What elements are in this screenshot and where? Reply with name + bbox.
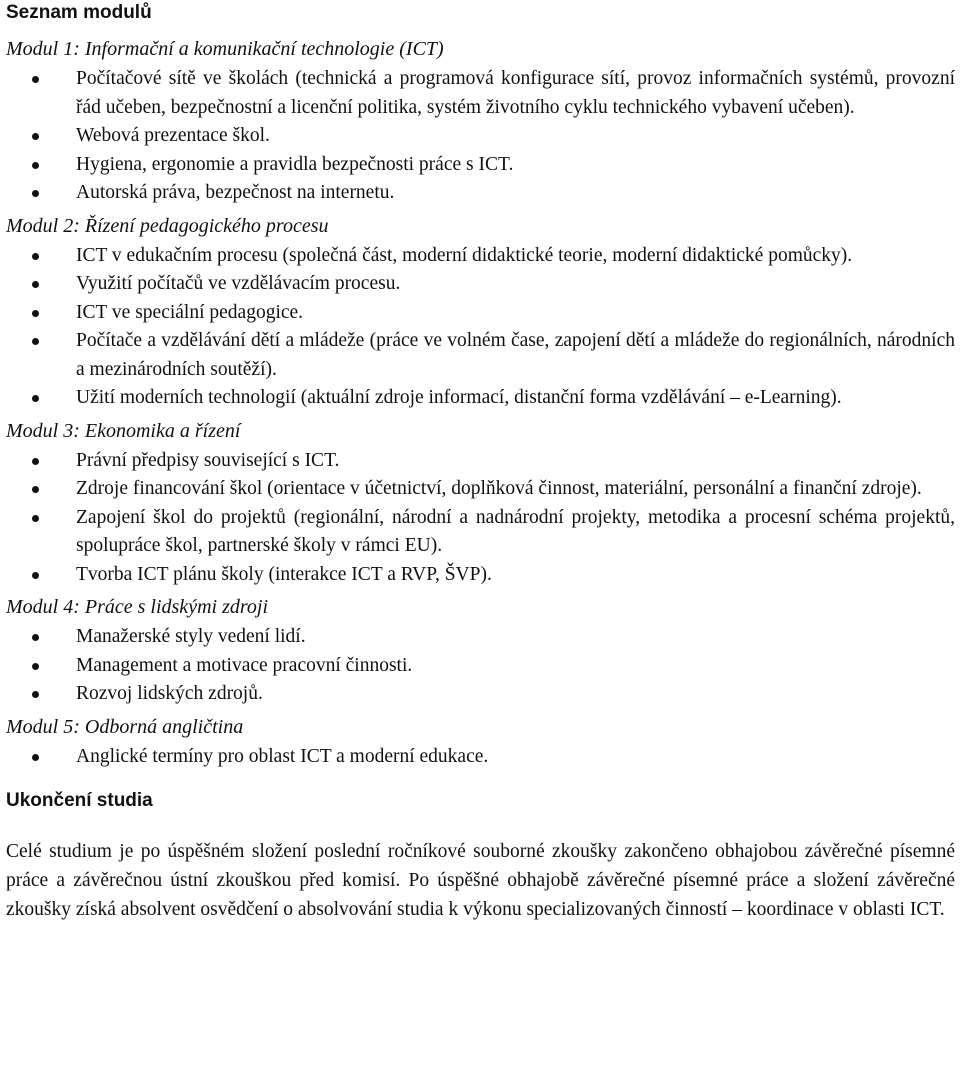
module-heading: Modul 1: Informační a komunikační technologie (ICT) [6, 38, 444, 60]
list-item: Anglické termíny pro oblast ICT a moderní edukace. [6, 743, 955, 772]
module-item-list [6, 447, 955, 590]
module-item-list [6, 743, 955, 772]
module-item-list [6, 623, 955, 709]
list-item: Zapojení škol do projektů (regionální, národní a nadnárodní projekty, metodika a procesní schéma projektů, spolupráce škol, partnerské školy v rámci EU). [6, 504, 955, 561]
completion-paragraph: Celé studium je po úspěšném složení poslední ročníkové souborné zkoušky zakončeno obhajobou závěrečné písemné práce a závěrečnou ústní zkouškou před komisí. Po úspěšné obhajobě závěrečné písemné práce a složení závěrečné zkoušky získá absolvent osvědčení o absolvování studia k výkonu specializovaných činností – koordinace v oblasti ICT. [6, 841, 955, 920]
list-item: Hygiena, ergonomie a pravidla bezpečnosti práce s ICT. [6, 151, 955, 180]
list-item: Počítačové sítě ve školách (technická a programová konfigurace sítí, provoz informačních systémů, provozní řád učeben, bezpečnostní a licenční politika, systém životního cyklu technického vybavení učeben). [6, 65, 955, 122]
module-3 [6, 417, 955, 590]
list-item: Webová prezentace škol. [6, 122, 955, 151]
list-item: Autorská práva, bezpečnost na internetu. [6, 179, 955, 208]
module-4 [6, 593, 955, 709]
module-5 [6, 713, 955, 772]
module-1 [6, 35, 955, 208]
module-item-list [6, 65, 955, 208]
list-item: ICT v edukačním procesu (společná část, moderní didaktické teorie, moderní didaktické pomůcky). [6, 242, 955, 271]
module-2 [6, 212, 955, 413]
page-title: Seznam modulů [6, 2, 152, 23]
module-heading: Modul 4: Práce s lidskými zdroji [6, 596, 269, 618]
list-item: Zdroje financování škol (orientace v účetnictví, doplňková činnost, materiální, personální a finanční zdroje). [6, 475, 955, 504]
list-item: Právní předpisy související s ICT. [6, 447, 955, 476]
list-item: Užití moderních technologií (aktuální zdroje informací, distanční forma vzdělávání – e-Learning). [6, 384, 955, 413]
list-item: Využití počítačů ve vzdělávacím procesu. [6, 270, 955, 299]
module-heading: Modul 2: Řízení pedagogického procesu [6, 214, 329, 237]
module-heading: Modul 3: Ekonomika a řízení [6, 419, 241, 442]
completion-section [6, 789, 955, 924]
module-heading: Modul 5: Odborná angličtina [6, 715, 244, 738]
list-item: Tvorba ICT plánu školy (interakce ICT a RVP, ŠVP). [6, 561, 955, 590]
list-item: Rozvoj lidských zdrojů. [6, 680, 955, 709]
list-item: Počítače a vzdělávání dětí a mládeže (práce ve volném čase, zapojení dětí a mládeže do regionálních, národních a mezinárodních soutěží). [6, 327, 955, 384]
completion-heading: Ukončení studia [6, 790, 153, 811]
module-item-list [6, 242, 955, 413]
list-item: Manažerské styly vedení lidí. [6, 623, 955, 652]
list-item: ICT ve speciální pedagogice. [6, 299, 955, 328]
list-item: Management a motivace pracovní činnosti. [6, 652, 955, 681]
